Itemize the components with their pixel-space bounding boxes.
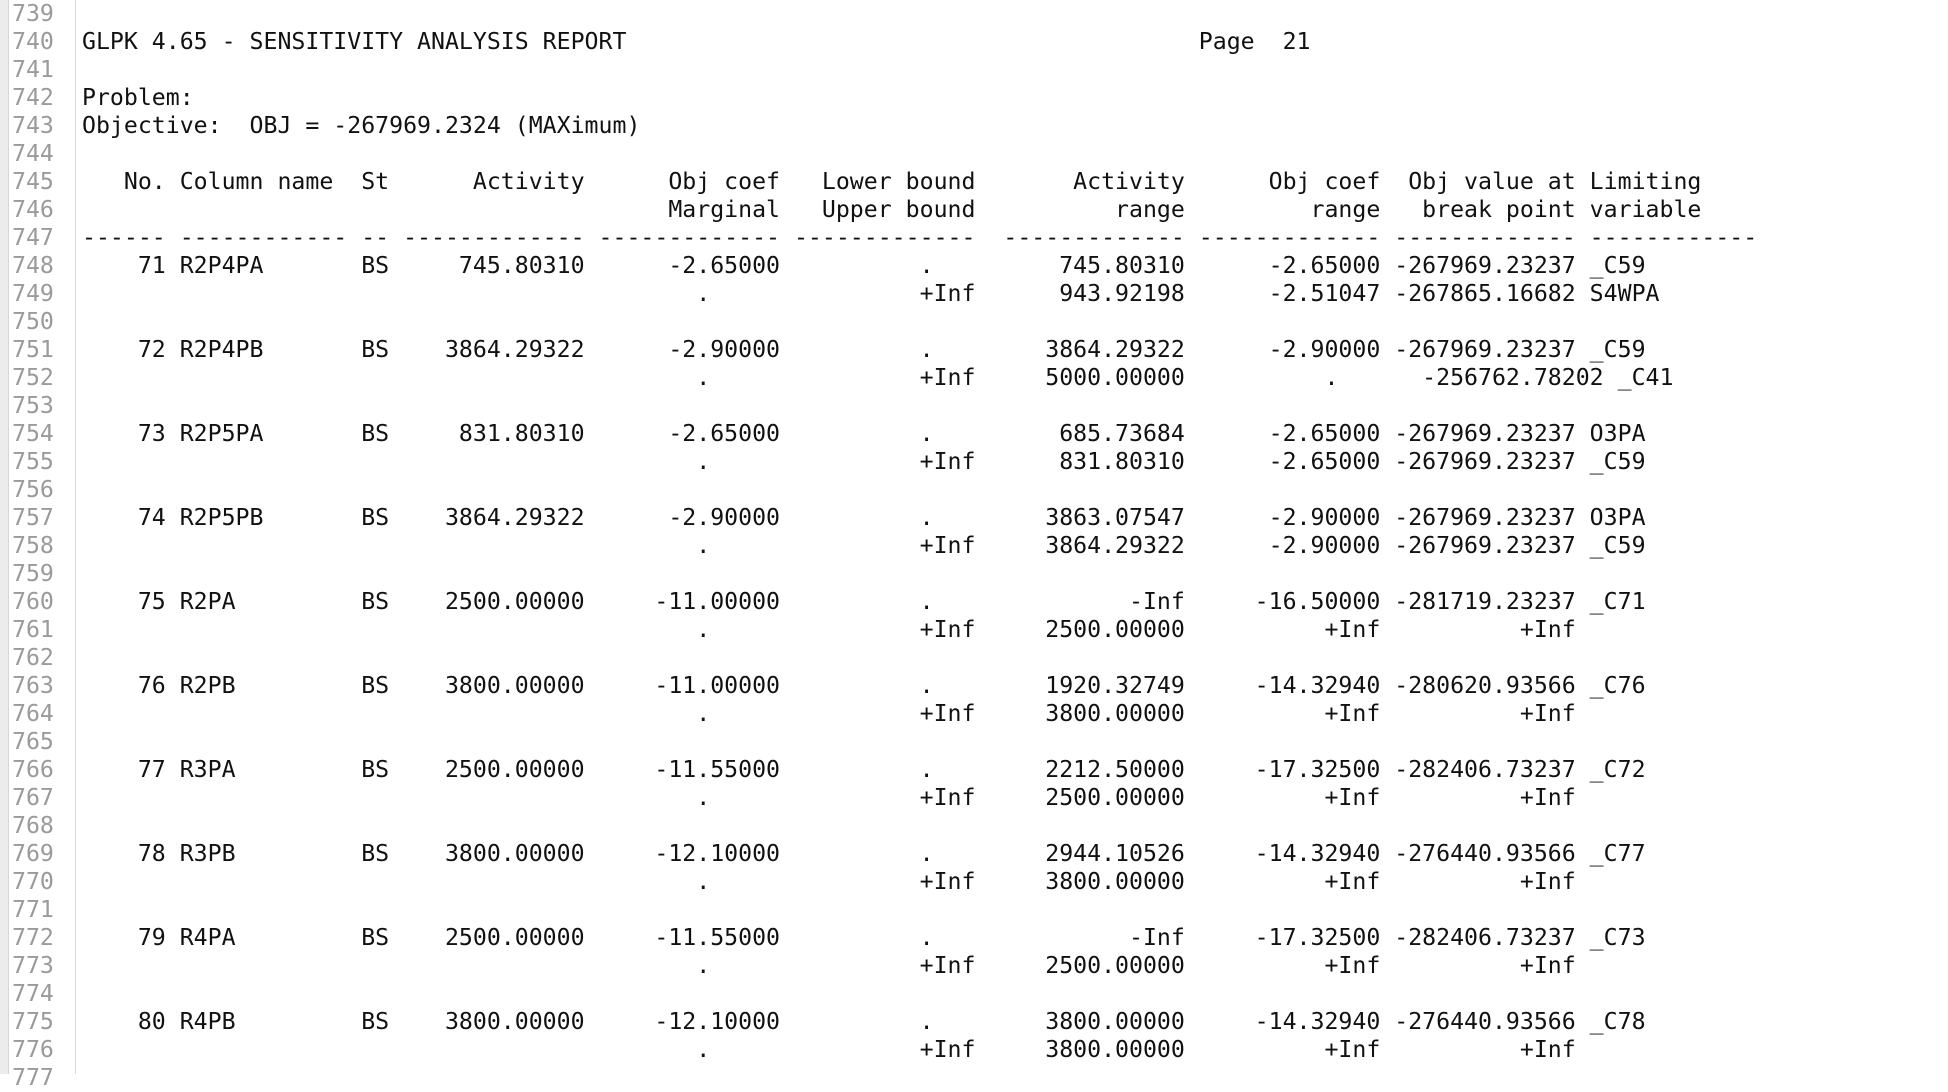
line-number: 764: [12, 700, 54, 727]
line-number: 774: [12, 980, 54, 1007]
editor-line[interactable]: [0, 252, 1948, 280]
line-text[interactable]: Marginal Upper bound range range break point variable: [82, 196, 1702, 223]
line-number: 744: [12, 140, 54, 167]
editor-line[interactable]: [0, 728, 1948, 756]
line-text[interactable]: 79 R4PA BS 2500.00000 -11.55000 . -Inf -17.32500 -282406.73237 _C73: [82, 924, 1646, 951]
editor-line[interactable]: [0, 896, 1948, 924]
line-number: 759: [12, 560, 54, 587]
line-number: 749: [12, 280, 54, 307]
editor-line[interactable]: [0, 924, 1948, 952]
line-number: 739: [12, 0, 54, 27]
line-text[interactable]: 78 R3PB BS 3800.00000 -12.10000 . 2944.10526 -14.32940 -276440.93566 _C77: [82, 840, 1646, 867]
line-number: 760: [12, 588, 54, 615]
editor-line[interactable]: [0, 308, 1948, 336]
line-text[interactable]: Objective: OBJ = -267969.2324 (MAXimum): [82, 112, 641, 139]
line-text[interactable]: . +Inf 2500.00000 +Inf +Inf: [82, 616, 1576, 643]
line-text[interactable]: 76 R2PB BS 3800.00000 -11.00000 . 1920.32749 -14.32940 -280620.93566 _C76: [82, 672, 1646, 699]
editor-line[interactable]: [0, 364, 1948, 392]
editor-line[interactable]: [0, 420, 1948, 448]
line-text[interactable]: . +Inf 3800.00000 +Inf +Inf: [82, 700, 1576, 727]
line-text[interactable]: Problem:: [82, 84, 194, 111]
editor-line[interactable]: [0, 812, 1948, 840]
editor-line[interactable]: [0, 28, 1948, 56]
line-number: 754: [12, 420, 54, 447]
line-number: 746: [12, 196, 54, 223]
editor-line[interactable]: [0, 168, 1948, 196]
editor-line[interactable]: [0, 0, 1948, 28]
editor-line[interactable]: [0, 476, 1948, 504]
editor-line[interactable]: [0, 560, 1948, 588]
editor-line[interactable]: [0, 224, 1948, 252]
editor-line[interactable]: [0, 56, 1948, 84]
editor-line[interactable]: [0, 280, 1948, 308]
line-number: 752: [12, 364, 54, 391]
line-text[interactable]: 74 R2P5PB BS 3864.29322 -2.90000 . 3863.07547 -2.90000 -267969.23237 O3PA: [82, 504, 1646, 531]
line-number: 741: [12, 56, 54, 83]
editor-line[interactable]: [0, 112, 1948, 140]
line-number: 767: [12, 784, 54, 811]
line-text[interactable]: 72 R2P4PB BS 3864.29322 -2.90000 . 3864.29322 -2.90000 -267969.23237 _C59: [82, 336, 1646, 363]
line-number: 757: [12, 504, 54, 531]
line-text[interactable]: ------ ------------ -- ------------- ------------- ------------- ------------- ------------- ------------- ------------: [82, 224, 1758, 251]
line-number: 773: [12, 952, 54, 979]
line-text[interactable]: GLPK 4.65 - SENSITIVITY ANALYSIS REPORT Page 21: [82, 28, 1311, 55]
line-text[interactable]: . +Inf 831.80310 -2.65000 -267969.23237 _C59: [82, 448, 1646, 475]
line-number: 755: [12, 448, 54, 475]
editor-line[interactable]: [0, 840, 1948, 868]
line-number: 750: [12, 308, 54, 335]
line-number: 748: [12, 252, 54, 279]
editor-line[interactable]: [0, 868, 1948, 896]
line-number: 753: [12, 392, 54, 419]
line-number: 740: [12, 28, 54, 55]
editor-line[interactable]: [0, 532, 1948, 560]
line-number: 769: [12, 840, 54, 867]
line-number: 776: [12, 1036, 54, 1063]
editor-line[interactable]: [0, 952, 1948, 980]
line-text[interactable]: 77 R3PA BS 2500.00000 -11.55000 . 2212.50000 -17.32500 -282406.73237 _C72: [82, 756, 1646, 783]
editor-line[interactable]: [0, 784, 1948, 812]
line-text[interactable]: . +Inf 3800.00000 +Inf +Inf: [82, 868, 1576, 895]
line-number: 745: [12, 168, 54, 195]
line-text[interactable]: . +Inf 943.92198 -2.51047 -267865.16682 S4WPA: [82, 280, 1660, 307]
line-number: 775: [12, 1008, 54, 1035]
line-number: 772: [12, 924, 54, 951]
editor-line[interactable]: [0, 672, 1948, 700]
editor-line[interactable]: [0, 700, 1948, 728]
line-number: 762: [12, 644, 54, 671]
editor-line[interactable]: [0, 1064, 1948, 1092]
line-number: 777: [12, 1064, 54, 1091]
editor-line[interactable]: [0, 644, 1948, 672]
line-text[interactable]: 80 R4PB BS 3800.00000 -12.10000 . 3800.00000 -14.32940 -276440.93566 _C78: [82, 1008, 1646, 1035]
line-text[interactable]: . +Inf 5000.00000 . -256762.78202 _C41: [82, 364, 1674, 391]
line-number: 761: [12, 616, 54, 643]
line-text[interactable]: 71 R2P4PA BS 745.80310 -2.65000 . 745.80310 -2.65000 -267969.23237 _C59: [82, 252, 1646, 279]
editor-line[interactable]: [0, 392, 1948, 420]
line-number: 768: [12, 812, 54, 839]
line-number: 747: [12, 224, 54, 251]
line-number: 763: [12, 672, 54, 699]
editor-line[interactable]: [0, 196, 1948, 224]
line-text[interactable]: . +Inf 2500.00000 +Inf +Inf: [82, 784, 1576, 811]
editor-line[interactable]: [0, 616, 1948, 644]
line-number: 770: [12, 868, 54, 895]
editor-line[interactable]: [0, 1036, 1948, 1064]
line-number: 743: [12, 112, 54, 139]
line-text[interactable]: . +Inf 3800.00000 +Inf +Inf: [82, 1036, 1576, 1063]
editor-line[interactable]: [0, 84, 1948, 112]
editor-line[interactable]: [0, 448, 1948, 476]
line-number: 758: [12, 532, 54, 559]
editor-line[interactable]: [0, 980, 1948, 1008]
line-number: 765: [12, 728, 54, 755]
line-number: 742: [12, 84, 54, 111]
editor-line[interactable]: [0, 756, 1948, 784]
line-number: 766: [12, 756, 54, 783]
line-number: 756: [12, 476, 54, 503]
line-text[interactable]: . +Inf 2500.00000 +Inf +Inf: [82, 952, 1576, 979]
line-text[interactable]: No. Column name St Activity Obj coef Lower bound Activity Obj coef Obj value at Limiting: [82, 168, 1702, 195]
editor-line[interactable]: [0, 1008, 1948, 1036]
line-text[interactable]: 73 R2P5PA BS 831.80310 -2.65000 . 685.73684 -2.65000 -267969.23237 O3PA: [82, 420, 1646, 447]
editor-line[interactable]: [0, 336, 1948, 364]
line-number: 751: [12, 336, 54, 363]
editor-line[interactable]: [0, 588, 1948, 616]
line-text[interactable]: 75 R2PA BS 2500.00000 -11.00000 . -Inf -16.50000 -281719.23237 _C71: [82, 588, 1646, 615]
editor-line[interactable]: [0, 504, 1948, 532]
line-number: 771: [12, 896, 54, 923]
editor-line[interactable]: [0, 140, 1948, 168]
line-text[interactable]: . +Inf 3864.29322 -2.90000 -267969.23237 _C59: [82, 532, 1646, 559]
